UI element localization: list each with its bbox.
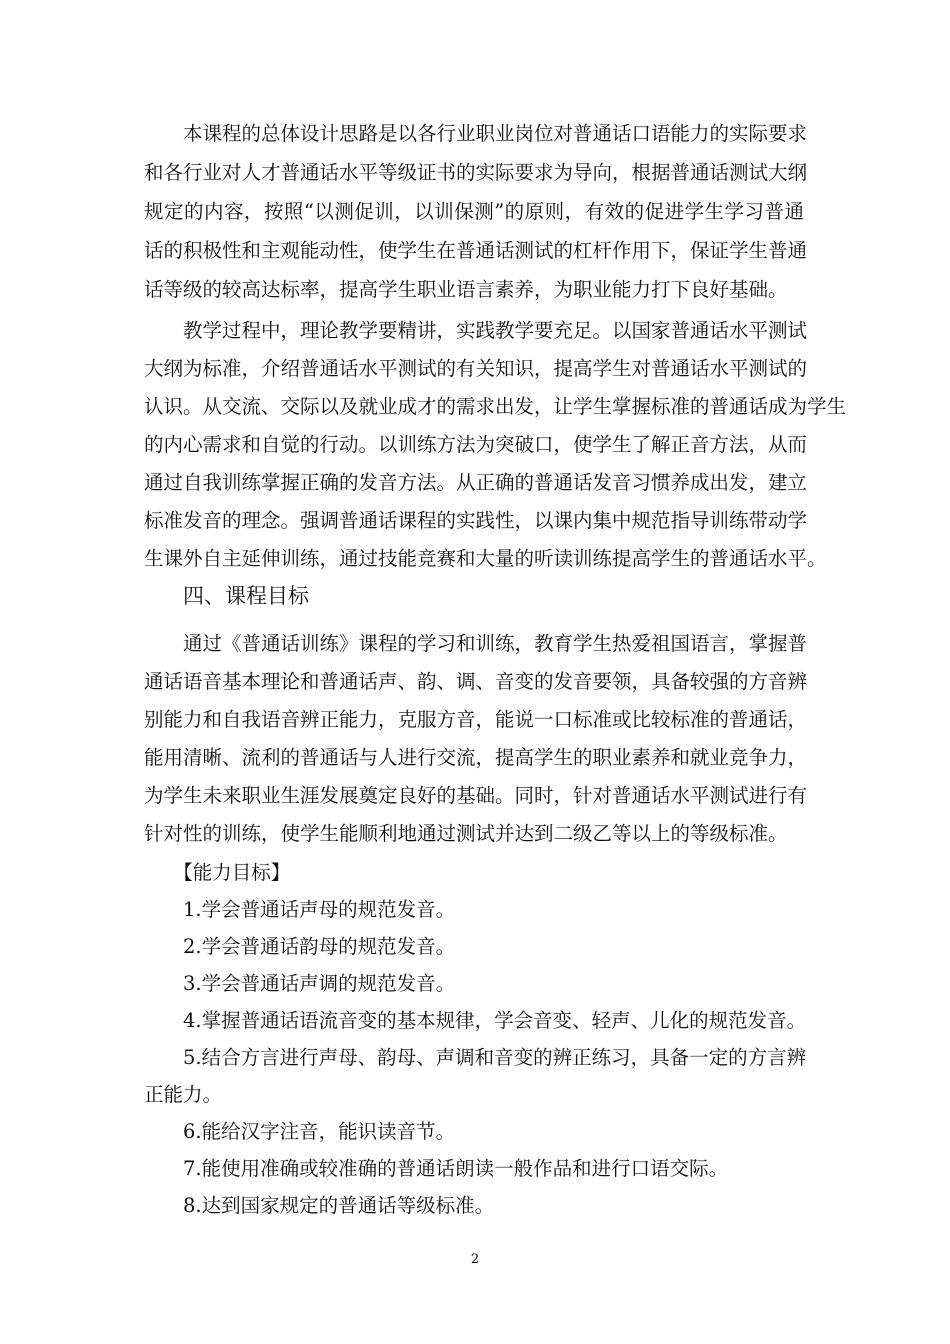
- paragraph-3-line-3: 别能力和自我语音辨正能力，克服方音，能说一口标准或比较标准的普通话，: [144, 708, 808, 731]
- ability-item-5-continued: 正能力。: [144, 1083, 223, 1106]
- paragraph-1-line-4: 话的积极性和主观能动性，使学生在普通话测试的杠杆作用下，保证学生普通: [144, 239, 808, 262]
- paragraph-2-line-2: 大纲为标准，介绍普通话水平测试的有关知识，提高学生对普通话水平测试的: [144, 357, 808, 380]
- ability-item-4: 4.掌握普通话语流音变的基本规律，学会音变、轻声、儿化的规范发音。: [144, 1009, 807, 1032]
- page-number: 2: [470, 1252, 480, 1267]
- paragraph-2-line-6: 标准发音的理念。强调普通话课程的实践性，以课内集中规范指导训练带动学: [144, 509, 808, 532]
- ability-item-8: 8.达到国家规定的普通话等级标准。: [144, 1194, 495, 1217]
- section-heading: 四、课程目标: [183, 584, 309, 608]
- ability-goals-heading: 【能力目标】: [144, 861, 291, 884]
- ability-item-6: 6.能给汉字注音，能识读音节。: [144, 1120, 456, 1143]
- ability-item-7: 7.能使用准确或较准确的普通话朗读一般作品和进行口语交际。: [144, 1157, 729, 1180]
- paragraph-2-line-1: 教学过程中，理论教学要精讲，实践教学要充足。以国家普通话水平测试: [144, 319, 808, 342]
- paragraph-3-line-1: 通过《普通话训练》课程的学习和训练，教育学生热爱祖国语言，掌握普: [144, 632, 808, 655]
- paragraph-1-line-5: 话等级的较高达标率，提高学生职业语言素养，为职业能力打下良好基础。: [144, 278, 788, 301]
- paragraph-3-line-2: 通话语音基本理论和普通话声、韵、调、音变的发音要领，具备较强的方音辨: [144, 670, 808, 693]
- paragraph-3-line-6: 针对性的训练，使学生能顺利地通过测试并达到二级乙等以上的等级标准。: [144, 822, 788, 845]
- ability-item-1: 1.学会普通话声母的规范发音。: [144, 898, 456, 921]
- ability-item-5: 5.结合方言进行声母、韵母、声调和音变的辨正练习，具备一定的方言辨: [144, 1046, 807, 1069]
- ability-item-3: 3.学会普通话声调的规范发音。: [144, 972, 456, 995]
- paragraph-2-line-5: 通过自我训练掌握正确的发音方法。从正确的普通话发音习惯养成出发，建立: [144, 471, 808, 494]
- paragraph-2-line-4: 的内心需求和自觉的行动。以训练方法为突破口，使学生了解正音方法，从而: [144, 433, 808, 456]
- paragraph-1-line-1: 本课程的总体设计思路是以各行业职业岗位对普通话口语能力的实际要求: [144, 122, 808, 145]
- paragraph-2-line-7: 生课外自主延伸训练，通过技能竞赛和大量的听读训练提高学生的普通话水平。: [144, 547, 827, 570]
- paragraph-1-line-2: 和各行业对人才普通话水平等级证书的实际要求为导向，根据普通话测试大纲: [144, 161, 808, 184]
- paragraph-2-line-3: 认识。从交流、交际以及就业成才的需求出发，让学生掌握标准的普通话成为学生: [144, 395, 847, 418]
- ability-item-2: 2.学会普通话韵母的规范发音。: [144, 935, 456, 958]
- paragraph-3-line-4: 能用清晰、流利的普通话与人进行交流，提高学生的职业素养和就业竞争力，: [144, 746, 808, 769]
- paragraph-1-line-3: 规定的内容，按照“以测促训，以训保测”的原则，有效的促进学生学习普通: [144, 200, 804, 223]
- paragraph-3-line-5: 为学生未来职业生涯发展奠定良好的基础。同时，针对普通话水平测试进行有: [144, 784, 808, 807]
